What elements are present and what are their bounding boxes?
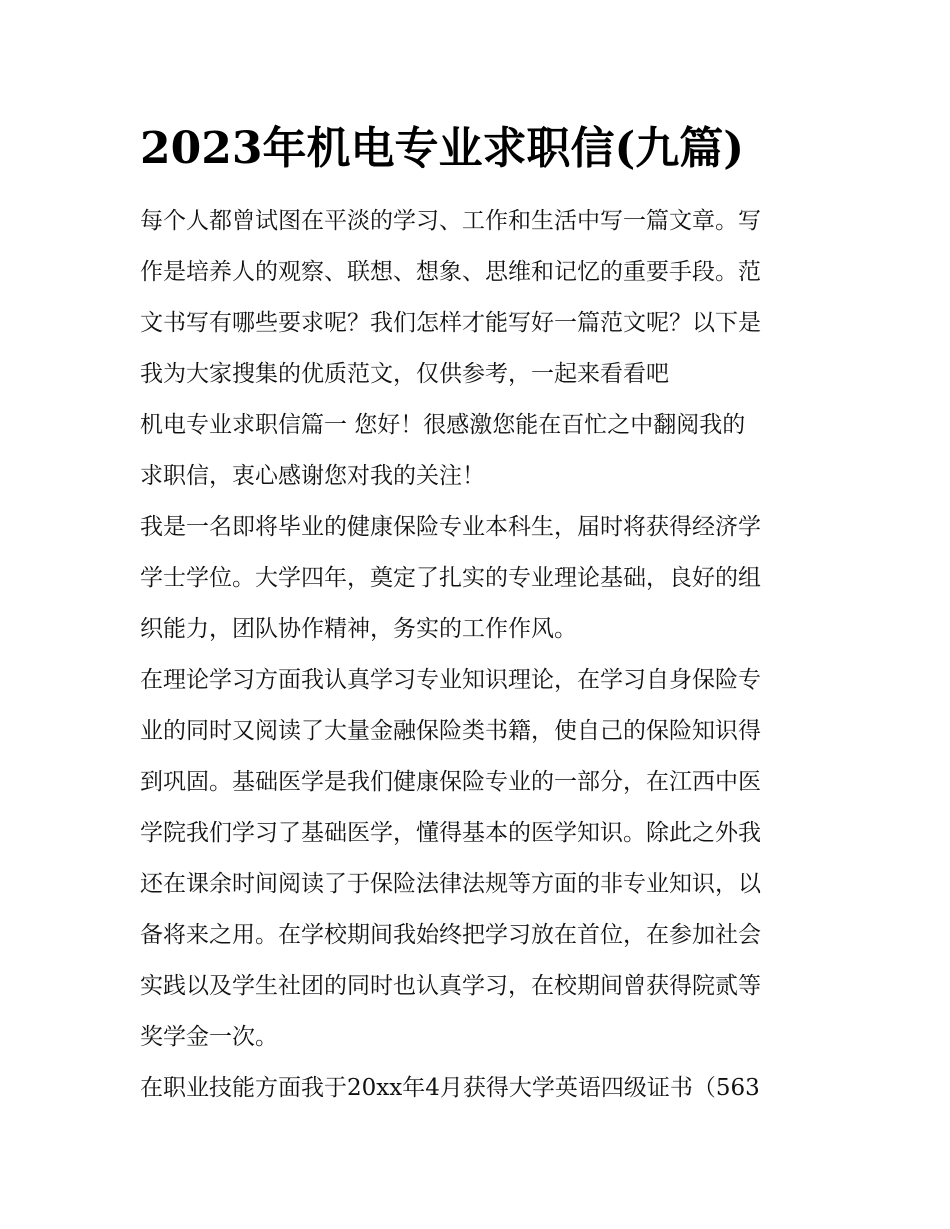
text-line: 文书写有哪些要求呢？我们怎样才能写好一篇范文呢？以下是 <box>140 310 761 336</box>
text-line: 业的同时又阅读了大量金融保险类书籍，使自己的保险知识得 <box>140 718 761 744</box>
text-line: 学士学位。大学四年，奠定了扎实的专业理论基础，良好的组 <box>140 565 761 591</box>
text-line: 在职业技能方面我于20xx年4月获得大学英语四级证书（563 <box>140 1075 760 1101</box>
text-line: 机电专业求职信篇一 您好！很感激您能在百忙之中翻阅我的 <box>140 412 746 438</box>
text-line: 在理论学习方面我认真学习专业知识理论，在学习自身保险专 <box>140 667 761 693</box>
text-line: 作是培养人的观察、联想、想象、思维和记忆的重要手段。范 <box>140 259 761 285</box>
text-line: 学院我们学习了基础医学，懂得基本的医学知识。除此之外我 <box>140 820 761 846</box>
intro-paragraph <box>140 196 812 400</box>
document-title: 2023年机电专业求职信(九篇) <box>140 123 745 174</box>
text-line: 实践以及学生社团的同时也认真学习，在校期间曾获得院贰等 <box>140 973 761 999</box>
greeting-paragraph <box>140 400 812 502</box>
text-line: 我为大家搜集的优质范文，仅供参考，一起来看看吧 <box>140 361 669 387</box>
theory-study-paragraph <box>140 655 812 1063</box>
document-body <box>140 196 812 1114</box>
text-line: 备将来之用。在学校期间我始终把学习放在首位，在参加社会 <box>140 922 761 948</box>
text-line: 每个人都曾试图在平淡的学习、工作和生活中写一篇文章。写 <box>140 208 761 234</box>
text-line: 奖学金一次。 <box>140 1024 278 1050</box>
text-line: 我是一名即将毕业的健康保险专业本科生，届时将获得经济学 <box>140 514 761 540</box>
text-line: 织能力，团队协作精神，务实的工作作风。 <box>140 616 577 642</box>
text-line: 还在课余时间阅读了于保险法律法规等方面的非专业知识，以 <box>140 871 761 897</box>
skills-paragraph <box>140 1063 812 1114</box>
self-intro-paragraph <box>140 502 812 655</box>
text-line: 求职信，衷心感谢您对我的关注！ <box>140 463 485 489</box>
text-line: 到巩固。基础医学是我们健康保险专业的一部分，在江西中医 <box>140 769 761 795</box>
